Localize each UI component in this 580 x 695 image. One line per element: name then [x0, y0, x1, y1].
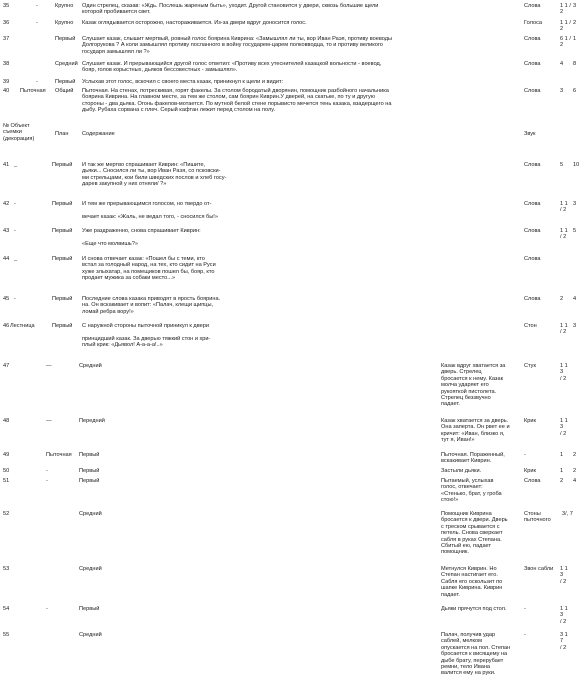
row-sound: Стук: [524, 363, 536, 369]
row-duration-2: 6: [573, 88, 577, 94]
row-content: Слушает казак, слышит мертвый, ровный голос боярина Киврина: «Замышлял ли ты, вор Иван Раэя, противу воеводы Долгорукова ? А коли замышлял противу посланного в войну государем-царем полковводца, то и противу великого государя замышлял ли ?»: [82, 36, 393, 55]
dash-marker: —: [46, 418, 52, 424]
row-content: Казак оглядывается осторожно, настораживается. Из-за двери вдруг доносится голос.: [82, 20, 307, 26]
row-number: 38: [3, 61, 10, 67]
row-number: 37: [3, 36, 10, 42]
row-plan: Первый: [52, 296, 73, 302]
row-scene: Пыточная: [20, 88, 46, 94]
row-number: 39: [3, 79, 10, 85]
row-content: С наружной стороны пыточной приникул к двери принцидший казак. За дверью тяжкий стон и хри- плый крик: «Дьявол! А-а-а-а!..»: [82, 323, 211, 349]
row-plan: Средний: [55, 61, 78, 67]
row-description: Метнулся Киврин. Но Степан настигает его. Сабля его оскользит по шапке Киврина. Киврин падает.: [441, 566, 503, 598]
row-sound: Слова: [524, 296, 541, 302]
row-duration: 1 1 / 2: [560, 20, 571, 33]
row-duration: 2: [560, 478, 564, 484]
row-duration: 5: [560, 162, 564, 168]
row-content: И тем же прерывающимся голосом, но твердо от- вечает казак: «Жаль, не ведал того, - сносился бы!»: [82, 201, 218, 220]
row-duration: 1 1 3 / 2: [560, 363, 568, 382]
row-plan: Общий: [55, 88, 74, 94]
row-sound: Звон сабли: [524, 566, 554, 572]
row-sound: Слова: [524, 3, 541, 9]
row-duration-2: 2: [573, 20, 577, 26]
row-number: 46: [3, 323, 10, 329]
row-plan: Средний: [79, 566, 102, 572]
row-sound: Слова: [524, 228, 541, 234]
row-sound: -: [524, 632, 526, 638]
row-description: Застыли дьяки.: [441, 468, 482, 474]
row-duration: 3 1 7 / 2: [560, 632, 568, 651]
row-sound: Стон: [524, 323, 537, 329]
row-number: 47: [3, 363, 10, 369]
row-number: 40: [3, 88, 10, 94]
row-duration-2: 2: [573, 468, 577, 474]
row-content: Уже раздраженно, снова спрашивает Киврин: «Еще что молвишь?»: [82, 228, 201, 247]
row-scene: -: [36, 79, 38, 85]
row-plan: Средний: [79, 511, 102, 517]
row-scene: -: [14, 201, 16, 207]
row-duration: 3/, 7: [562, 511, 573, 517]
row-sound: -: [524, 452, 526, 458]
row-scene: -: [14, 296, 16, 302]
row-duration: 1 1 / 2: [560, 323, 568, 336]
row-duration: 6 1 / 2: [560, 36, 571, 49]
row-content: И снова отвечает казак: «Пошел бы с теми, кто встал за голодный народ, на тех, кто сидит на Руси хуже злыхатар, на помещиков пошел бы, бояр, кто продает мужика за собаки место...»: [82, 256, 216, 282]
row-content: И так же мертво спрашивает Киврин: «Пишите, дьяки... Сносился ли ты, вор Иван Раэя, со псковски- ми стрельцами, кои били шведских послов и хлеб госу- дарев закупной у них отняли/ ?»: [82, 162, 227, 188]
row-duration-2: 3: [573, 201, 577, 207]
row-number: 55: [3, 632, 10, 638]
row-scene: -: [36, 20, 38, 26]
row-description: Пытаемый, услыхав голос, отвечает: «Стенько, брат, у гроба стою!»: [441, 478, 502, 504]
row-scene: Пыточная: [46, 452, 72, 458]
row-plan: Первый: [55, 36, 76, 42]
row-sound: Слова: [524, 36, 541, 42]
row-content: Услыхав этот голос, вскочил с своего места казак, приникнул к щели и видит:: [82, 79, 284, 85]
row-duration-2: 4: [573, 296, 577, 302]
row-number: 36: [3, 20, 10, 26]
row-scene: Лестница: [10, 323, 35, 329]
row-plan: Первый: [52, 228, 73, 234]
row-plan: Первый: [79, 452, 100, 458]
row-number: 42: [3, 201, 10, 207]
row-number: 54: [3, 606, 10, 612]
row-number: 52: [3, 511, 10, 517]
row-sound: Слова: [524, 61, 541, 67]
row-duration: 1: [560, 468, 564, 474]
row-description: Дьяки прячутся под стол.: [441, 606, 507, 612]
row-duration: 1 1 / 2: [560, 3, 571, 16]
row-description: Пыточная. Пораженный, вскакивает Киврин.: [441, 452, 505, 465]
row-number: 45: [3, 296, 10, 302]
row-scene: _: [14, 256, 18, 262]
header-object: № Объект съемки (декорация): [3, 123, 35, 142]
row-sound: Стоны пыточного: [524, 511, 551, 524]
row-sound: Крик: [524, 468, 536, 474]
row-duration-2: 4: [573, 478, 577, 484]
row-plan: Первый: [79, 606, 100, 612]
dash-marker: -: [46, 468, 48, 474]
row-plan: Первый: [52, 256, 73, 262]
row-plan: Первый: [52, 201, 73, 207]
row-number: 44: [3, 256, 10, 262]
dash-marker: —: [46, 363, 52, 369]
row-duration-2: 1: [573, 36, 577, 42]
row-duration: 3: [560, 88, 564, 94]
row-scene: -: [36, 3, 38, 9]
row-plan: Первый: [79, 468, 100, 474]
row-content: Пыточная. На стенах, потрескивая, горят факелы. За столом бородатый дворянин, помощник разбойного начальника боярина Киврина. На главном месте, за тем же столом, сам боярин Киврин.У дверей, на скатьке, по ту и другую стороны - два дьяка. Огонь факелов-мотается. По мутной белой стене порывисто мечется тень казака, взадерщего на дыбу. Рубаха сорвана с плеч. Серый кафтан лежит перед столом на полу.: [82, 88, 392, 114]
row-duration-2: 2: [573, 452, 577, 458]
row-scene: -: [46, 606, 48, 612]
row-sound: Голоса: [524, 20, 542, 26]
row-sound: Слова: [524, 88, 541, 94]
dash-marker: -: [46, 478, 48, 484]
row-description: Палач, получив удар саблей, мелком опускается на пол. Степан бросается к висящему на дыбе брату, перерубает ремни, тело Ивана валится ему на руки.: [441, 632, 511, 677]
row-scene: _: [14, 162, 18, 168]
row-duration: 1 1 3 / 2: [560, 418, 568, 437]
row-plan: Первый: [79, 478, 100, 484]
row-content: Слушает казак. И прерывающийся другой голос ответил: «Противу всех утеснителей казацкой вольности - воевод, бояр, голов корыстных, дьяков бессовестных - замышлял».: [82, 61, 382, 74]
row-content: Последние слова казака приводят в ярость боярина. на. Он вскакивает и вопит: «Палач, клещи щипцы, ломай ребра вору!»: [82, 296, 221, 315]
row-plan: Первый: [52, 162, 73, 168]
row-duration-2: 3: [573, 323, 577, 329]
row-number: 43: [3, 228, 10, 234]
row-duration: 2: [560, 296, 564, 302]
row-description: Казак вдруг хватается за дверь. Стрелец бросается к нему. Казак молча ударяет его рукояткой пистолета. Стрелец беззвучно падает.: [441, 363, 506, 408]
row-plan: Первый: [52, 323, 73, 329]
header-plan: План: [55, 131, 69, 137]
row-duration: 1 1 / 2: [560, 228, 568, 241]
row-number: 41: [3, 162, 10, 168]
row-duration: 1: [560, 452, 564, 458]
row-content: Один стрелец, сказав: «Ждь. Послешь жареным быть», уходит. Другой становится у двери, сквозь большие щели которой пробивается свет.: [82, 3, 379, 16]
row-sound: Слова: [524, 201, 541, 207]
row-number: 53: [3, 566, 10, 572]
row-duration: 1 1 / 2: [560, 201, 568, 214]
row-plan: Средний: [79, 363, 102, 369]
row-number: 51: [3, 478, 10, 484]
row-scene: -: [14, 228, 16, 234]
row-sound: -: [524, 606, 526, 612]
row-number: 49: [3, 452, 10, 458]
row-description: Помощник Киврина бросается к двери. Дверь с треском срывается с петель. Снова сверкает сабля в руках Степана. Сбитый ею, падает помощник.: [441, 511, 508, 556]
row-number: 50: [3, 468, 10, 474]
row-sound: Крик: [524, 418, 536, 424]
row-duration: 4: [560, 61, 564, 67]
row-duration: 1 1 3 / 2: [560, 606, 568, 625]
row-sound: Слова: [524, 478, 541, 484]
row-plan: Крупно: [55, 3, 74, 9]
row-plan: Передний: [79, 418, 105, 424]
row-description: Казак хватается за дверь. Она заперта. Он рвет ее и кричит: «Иван, близко я, тут я, Иван!»: [441, 418, 510, 444]
row-sound: Слова: [524, 256, 541, 262]
row-duration-2: 3: [573, 3, 577, 9]
row-plan: Средний: [79, 632, 102, 638]
row-plan: Первый: [55, 79, 76, 85]
row-sound: Слова: [524, 162, 541, 168]
header-sound: Звук: [524, 131, 536, 137]
row-number: 48: [3, 418, 10, 424]
row-duration: 1 1 3 / 2: [560, 566, 568, 585]
row-number: 35: [3, 3, 10, 9]
header-content: Содержание: [82, 131, 115, 137]
row-duration-2: 8: [573, 61, 577, 67]
row-duration-2: 5: [573, 228, 577, 234]
row-duration-2: 10: [573, 162, 580, 168]
row-plan: Крупно: [55, 20, 74, 26]
